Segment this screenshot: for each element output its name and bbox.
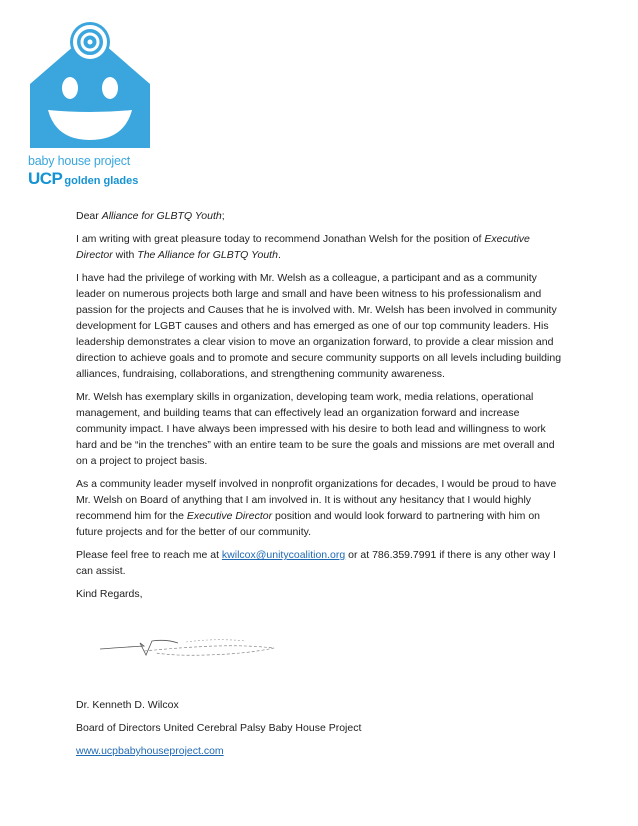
paragraph-contact xyxy=(76,547,562,579)
website-row xyxy=(76,743,562,759)
intro-org: The Alliance for GLBTQ Youth xyxy=(137,249,278,261)
email-link[interactable]: kwilcox@unitycoalition.org xyxy=(221,549,346,561)
signer-title: Board of Directors United Cerebral Palsy Baby House Project xyxy=(76,722,362,734)
logo-project-name: baby house project xyxy=(28,154,131,168)
recommendation-role: Executive Director xyxy=(186,510,273,522)
website-link[interactable]: www.ucpbabyhouseproject.com xyxy=(76,745,224,757)
logo-subname: golden glades xyxy=(64,175,139,187)
signer-name: Dr. Kenneth D. Wilcox xyxy=(76,699,179,711)
paragraph-recommendation xyxy=(76,476,562,540)
intro-text: I am writing with great pleasure today to recommend Jonathan Welsh for the position of xyxy=(76,233,485,245)
recommendation-end: position and would look forward to partnering with him on future projects and for the better of our community. xyxy=(76,510,540,538)
recommendation-text: As a community leader myself involved in nonprofit organizations for decades, I would be proud to have Mr. Welsh on Board of anything that I am involved in. It is without any hesitancy that I would highly recommend him for the xyxy=(76,478,557,522)
intro-role: Executive Director xyxy=(76,233,530,261)
contact-text: Please feel free to reach me at xyxy=(76,549,222,561)
intro-end: . xyxy=(277,249,281,261)
salutation-suffix: ; xyxy=(221,210,225,222)
closing: Kind Regards, xyxy=(76,588,143,600)
logo-org-row xyxy=(28,169,138,189)
paragraph-privilege: I have had the privilege of working with Mr. Welsh as a colleague, a participant and as a community leader on numerous projects both large and small and have been witness to his professionalism and passion for the projects and Causes that he is involved with. Mr. Welsh has been involved in community development for LGBT causes and others and has emerged as one of our top community leaders. His leadership demonstrates a clear vision to move an organization forward, to provide a clear mission and direction to achieve goals and to promote and secure community supports on all levels including building alliances, fundraising, collaborations, and strengthening community awareness. xyxy=(76,272,562,380)
organization-logo xyxy=(28,18,152,188)
intro-mid: with xyxy=(112,249,138,261)
paragraph-intro xyxy=(76,231,562,263)
contact-end: or at 786.359.7991 if there is any other way I can assist. xyxy=(76,549,556,577)
signature-area xyxy=(76,609,562,697)
salutation-prefix: Dear xyxy=(76,210,102,222)
baby-house-logo-icon xyxy=(28,18,152,150)
logo-ucp-text: UCP xyxy=(28,169,63,188)
salutation-org: Alliance for GLBTQ Youth xyxy=(101,210,222,222)
salutation xyxy=(76,208,562,224)
handwritten-signature-icon xyxy=(96,629,296,669)
letter-body xyxy=(76,208,562,766)
paragraph-skills: Mr. Welsh has exemplary skills in organization, developing team work, media relations, operational management, and building teams that can effectively lead an organization forward and increase community impact. I have always been impressed with his desire to both lead and willingness to work hard and be “in the trenches” with an entire team to be sure the goals and missions are met overall and on a project to project basis. xyxy=(76,391,555,467)
